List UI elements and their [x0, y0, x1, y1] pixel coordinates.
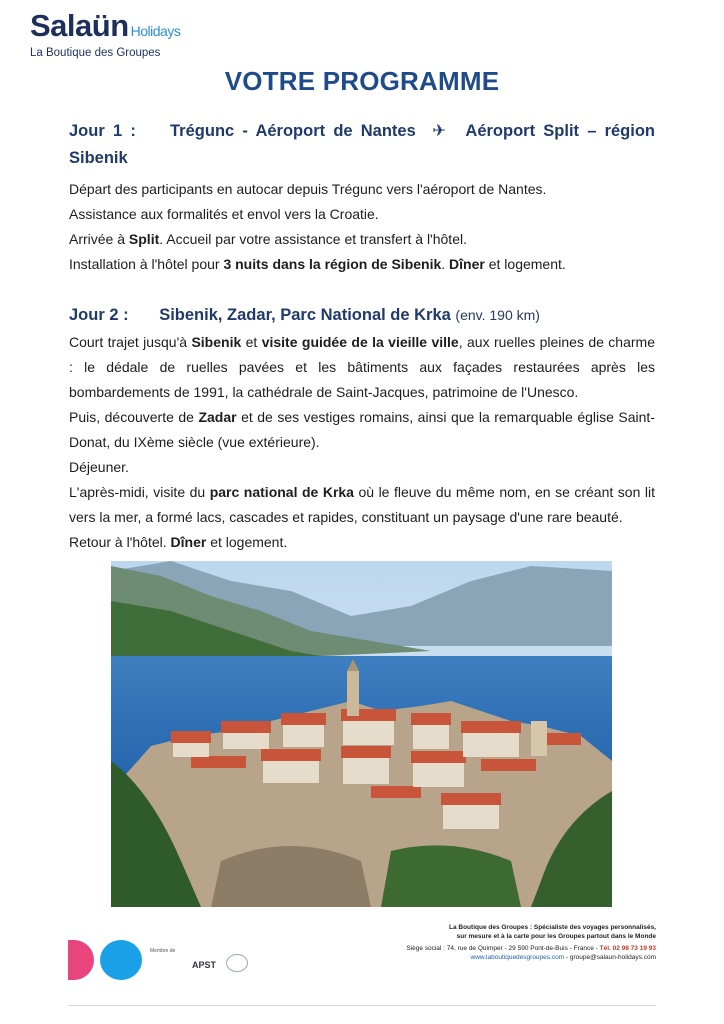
page-footer [68, 924, 656, 1008]
day1-heading [69, 118, 655, 172]
footer-website-link[interactable]: www.laboutiquedesgroupes.com [470, 953, 565, 961]
day2-paragraph: Court trajet jusqu'à Sibenik et visite guidée de la vieille ville, aux ruelles pleines de charme : le dédale de ruelles pavées et les bâtiments aux façades restaurées après les bombardements de 1991, la cathédrale de Saint-Jacques, patrimoine de l'Unesco. [69, 334, 655, 400]
day2-paragraph: Retour à l'hôtel. Dîner et logement. [69, 534, 288, 550]
day1-line: Assistance aux formalités et envol vers la Croatie. [69, 206, 379, 222]
day2-paragraph: L'après-midi, visite du parc national de Krka où le fleuve du même nom, en se créant son lit vers la mer, a formé lacs, cascades et rapides, constituant un paysage d'une rare beauté. [69, 484, 655, 525]
day1-arrival: Arrivée à Split. Accueil par votre assistance et transfert à l'hôtel. [69, 231, 467, 247]
day1-label: Jour 1 : [69, 122, 136, 140]
croatia-coast-photo [111, 561, 612, 907]
logo-holidays: Holidays [130, 23, 181, 39]
company-logo [30, 10, 180, 60]
day2-distance: (env. 190 km) [455, 307, 540, 323]
logo-tagline: La Boutique des Groupes [30, 47, 161, 59]
day1-description [69, 177, 655, 277]
day1-route: Trégunc - Aéroport de Nantes [170, 122, 416, 140]
apst-logo: APST [192, 960, 217, 970]
day2-paragraph: Puis, découverte de Zadar et de ses vestiges romains, ainsi que la remarquable église Saint-Donat, du IXème siècle (vue extérieure). [69, 409, 655, 450]
page-title: VOTRE PROGRAMME [224, 66, 500, 96]
day2-route: Sibenik, Zadar, Parc National de Krka [159, 306, 451, 324]
day1-line: Départ des participants en autocar depuis Trégunc vers l'aéroport de Nantes. [69, 181, 547, 197]
footer-legal [356, 962, 656, 969]
day1-install: Installation à l'hôtel pour 3 nuits dans la région de Sibenik. Dîner et logement. [69, 256, 566, 272]
footer-company-info: La Boutique des Groupes : Spécialiste des voyages personnalisés, sur mesure et à la carte pour les Groupes partout dans le Monde Siège social : 74, rue de Quimper - 29 590 Pont-de-Buis - France - Tél. 02 98 73 19 93 www.laboutiquedesgroupes.com - groupe@salaun-holidays.com [356, 924, 656, 969]
footer-rule [68, 1005, 656, 1006]
plane-icon: ✈ [424, 122, 458, 140]
day2-description [69, 330, 655, 555]
day2-heading [69, 302, 655, 329]
brand-circle-blue [100, 940, 142, 980]
certification-badge-icon [226, 954, 248, 972]
day1-route-end: Aéroport Split – région Sibenik [69, 122, 656, 167]
brand-circle-pink [68, 940, 94, 980]
logo-brand: Salaün Holidays [30, 8, 181, 43]
day2-label: Jour 2 : [69, 306, 129, 324]
day2-lunch: Déjeuner. [69, 459, 129, 475]
partner-note: Membre de [150, 948, 176, 954]
